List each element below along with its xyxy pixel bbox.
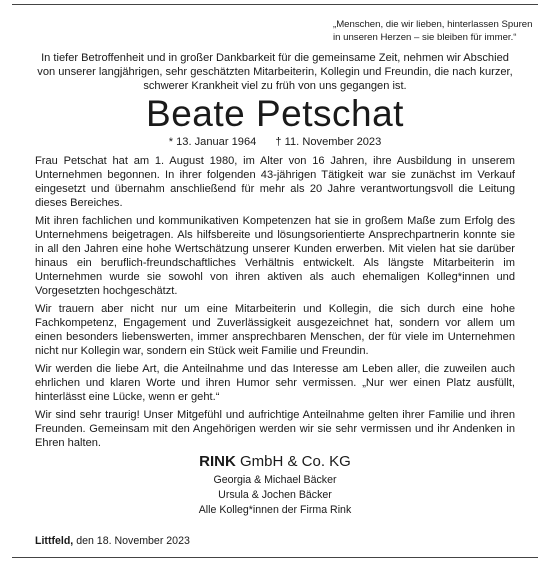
place-and-date	[35, 534, 190, 548]
paragraph: Wir werden die liebe Art, die Anteilnahme und das Interesse am Leben aller, die zuweilen auch ehrlichen und klaren Worte und ihren Humor sehr vermissen. „Nur wer einen Platz ausfüllt, hinterlässt eine Lücke, wenn er geht.“	[35, 363, 515, 403]
company-name-bold: RINK	[199, 453, 236, 470]
birth-date: * 13. Januar 1964	[168, 136, 257, 148]
top-rule	[12, 4, 538, 5]
quote-line-2: in unseren Herzen – sie bleiben für immer.“	[333, 32, 517, 43]
paragraph: Wir sind sehr traurig! Unser Mitgefühl und aufrichtige Anteilnahme gelten ihrer Familie und ihren Freunden. Gemeinsam mit den Angehörigen werden wir sie sehr vermissen und ihr Andenken in Ehren halten.	[35, 409, 515, 449]
signer: Alle Kolleg*innen der Firma Rink	[198, 504, 352, 516]
body-text	[35, 154, 515, 454]
paragraph: Wir trauern aber nicht nur um eine Mitarbeiterin und Kollegin, die sich durch eine hohe Fachkompetenz, Engagement und Zuverlässigkeit ausgezeichnet hat, sondern vor allem um einen besonders liebenswerten, immer ansprechbaren Menschen, der für viele im Unternehmen nicht nur Kollegin war, sondern ein Stück weit Familie und Freundin.	[35, 303, 515, 357]
company-name-rest: GmbH & Co. KG	[235, 453, 351, 470]
paragraph: Frau Petschat hat am 1. August 1980, im Alter von 16 Jahren, ihre Ausbildung in unserem Unternehmen begonnen. In ihrer folgenden 43-jährigen Tätigkeit war sie zunächst im Verkauf eingesetzt und übernahm anschließend für mehr als 20 Jahre verantwortungsvoll die Leitung dieses Bereiches.	[35, 155, 515, 209]
signer: Ursula & Jochen Bäcker	[218, 489, 332, 501]
signers-list	[0, 473, 550, 518]
paragraph: Mit ihren fachlichen und kommunikativen Kompetenzen hat sie in großem Maße zum Erfolg des Unternehmens beigetragen. Als hilfsbereite und lösungsorientierte Ansprechpartnerin konnte sie in all den Jahren eine hohe Wertschätzung unserer Kunden erwerben. Mit vielen hat sie darüber hinaus ein beruflich-freundschaftliches Verhältnis entwickelt. Als längste Mitarbeiterin im Unternehmen wurde sie sowohl von ihren aktiven als auch ehemaligen Kolleg*innen und Vorgesetzten hochgeschätzt.	[35, 215, 515, 297]
intro-paragraph	[35, 51, 515, 93]
deceased-name: Beate Petschat	[146, 93, 404, 134]
intro-text: In tiefer Betroffenheit und in großer Dankbarkeit für die gemeinsame Zeit, nehmen wir Abschied von unserer langjährigen, sehr geschätzten Mitarbeiterin, Kollegin und Freundin, die nach kurzer, schwerer Krankheit viel zu früh von uns gegangen ist.	[37, 52, 513, 92]
epigraph-quote	[333, 18, 533, 44]
quote-line-1: „Menschen, die wir lieben, hinterlassen Spuren	[333, 19, 533, 30]
bottom-rule	[12, 557, 538, 558]
place: Littfeld,	[35, 535, 74, 547]
death-date: † 11. November 2023	[275, 136, 382, 148]
company-name	[0, 453, 550, 471]
date: den 18. November 2023	[73, 535, 190, 547]
signer: Georgia & Michael Bäcker	[213, 474, 337, 486]
life-dates	[0, 135, 550, 149]
